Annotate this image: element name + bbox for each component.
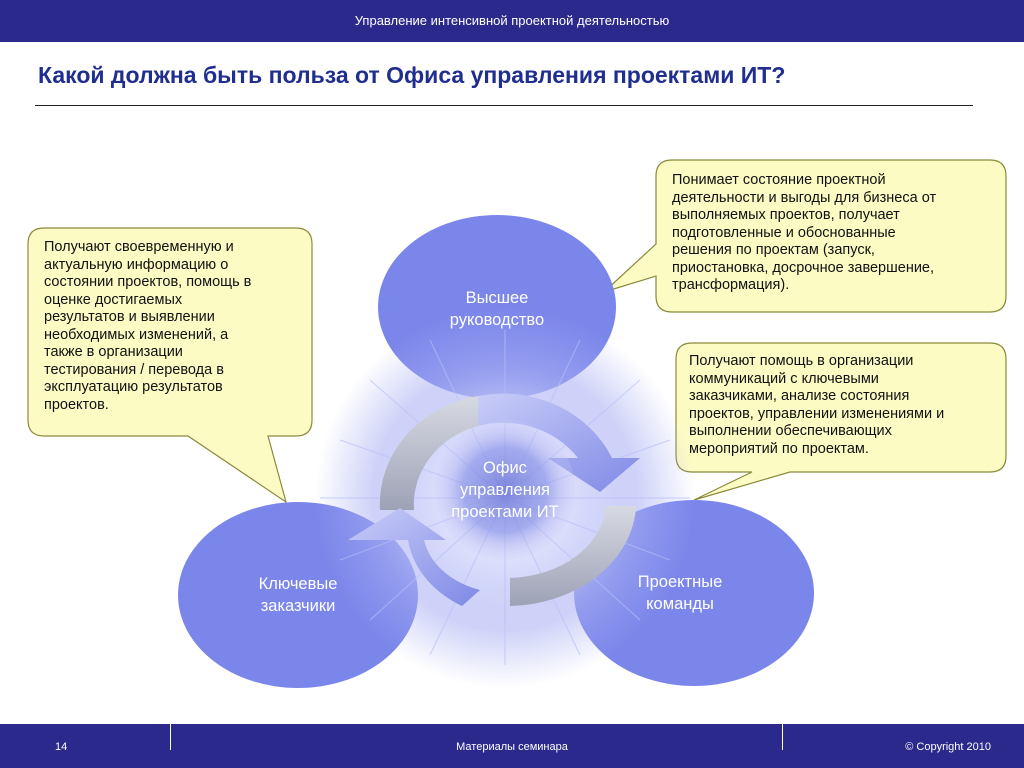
callout-top-right-line: выполняемых проектов, получает: [672, 207, 900, 223]
callout-left-line: эксплуатацию результатов: [44, 379, 223, 395]
callout-left-text: [44, 239, 306, 414]
circle-right-label-line: Проектные: [637, 573, 723, 591]
callout-top-right-line: трансформация).: [672, 277, 790, 293]
callout-top-right-line: решения по проектам (запуск,: [672, 242, 875, 258]
callout-left-line: результатов и выявлении: [44, 309, 215, 325]
callout-right-text: [689, 353, 1003, 458]
callout-top-right-line: Понимает состояние проектной: [672, 172, 886, 188]
footer-center-text: Материалы семинара: [456, 741, 568, 753]
circle-right-label-line: команды: [646, 595, 714, 613]
callout-left-line: также в организации: [44, 344, 183, 360]
footer-bar: [0, 724, 1024, 768]
callout-left-line: Получают своевременную и: [44, 239, 234, 255]
center-label-line: проектами ИТ: [451, 503, 559, 521]
circle-left-label-line: Ключевые: [258, 575, 338, 593]
callout-left-line: состоянии проектов, помощь в: [44, 274, 252, 290]
callout-top-right-text: [672, 172, 1002, 295]
circle-left-label-line: заказчики: [260, 597, 336, 615]
callout-left-line: необходимых изменений, а: [44, 326, 229, 343]
callout-right-line: Получают помощь в организации: [689, 353, 914, 369]
slide-title: Какой должна быть польза от Офиса управления проектами ИТ?: [38, 62, 786, 88]
circle-top-label-line: Высшее: [465, 289, 529, 307]
callout-top-right-line: подготовленные и обоснованные: [672, 224, 896, 241]
callout-left-line: тестирования / перевода в: [44, 361, 224, 378]
circle-right-label: [600, 571, 760, 615]
callout-top-right-line: деятельности и выгоды для бизнеса от: [672, 189, 937, 206]
callout-left-line: актуальную информацию о: [44, 256, 229, 273]
circle-left-label: [218, 573, 378, 617]
callout-left-line: оценке достигаемых: [44, 291, 183, 308]
center-label-line: Офис: [483, 459, 527, 477]
copyright-text: © Copyright 2010: [905, 741, 991, 753]
callout-right-line: заказчиками, анализе состояния: [689, 388, 910, 404]
callout-right-line: мероприятий по проектам.: [689, 440, 869, 457]
circle-top-label: [417, 287, 577, 331]
callout-right-line: коммуникаций с ключевыми: [689, 370, 879, 387]
callout-top-right-line: приостановка, досрочное завершение,: [672, 259, 935, 276]
circle-top-label-line: руководство: [449, 311, 545, 329]
presentation-title: Управление интенсивной проектной деятельностью: [354, 13, 670, 28]
center-label: [420, 457, 590, 523]
page-number: 14: [55, 741, 68, 753]
callout-right-line: проектов, управлении изменениями и: [689, 405, 945, 422]
center-label-line: управления: [460, 481, 550, 499]
callout-left-line: проектов.: [44, 396, 109, 413]
callout-right-line: выполнении обеспечивающих: [689, 423, 892, 439]
